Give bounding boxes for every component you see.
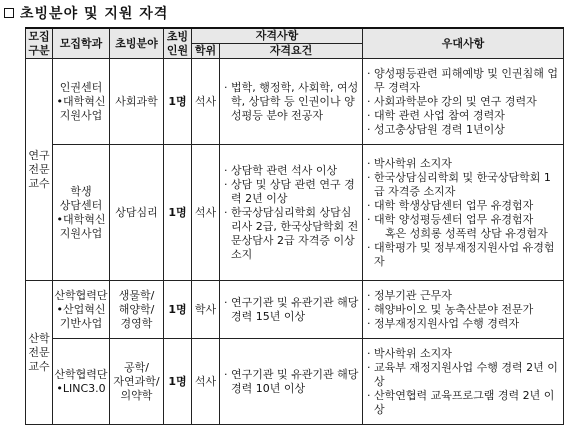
requirements-cell (220, 339, 363, 425)
header-qualifications: 자격사항 (192, 28, 363, 44)
preference-item: · 대학평가 및 정부재정지원사업 유경험자 (367, 241, 561, 269)
count-cell: 1명 (164, 59, 192, 145)
preference-item: · 박사학위 소지자 (367, 347, 561, 361)
field-cell: 공학/ 자연과학/ 의약학 (110, 339, 164, 425)
degree-cell: 학사 (192, 281, 220, 339)
degree-cell: 석사 (192, 59, 220, 145)
preferences-cell (363, 145, 564, 281)
category-cell: 연구 전문 교수 (26, 59, 53, 281)
header-count: 초빙 인원 (164, 28, 192, 59)
preference-item: · 산학연협력 교육프로그램 경력 2년 이상 (367, 389, 561, 417)
table-row (26, 281, 564, 339)
header-field: 초빙분야 (110, 28, 164, 59)
header-degree: 학위 (192, 44, 220, 59)
preference-item: · 교육부 재정지원사업 수행 경력 2년 이상 (367, 361, 561, 389)
table-row (26, 145, 564, 281)
requirement-item: · 연구기관 및 유관기관 해당 경력 10년 이상 (224, 368, 360, 396)
preference-item: · 대학 관련 사업 참여 경력자 (367, 109, 561, 123)
section-title-text: 초빙분야 및 지원 자격 (20, 6, 169, 22)
preference-item: · 박사학위 소지자 (367, 157, 561, 171)
dept-cell: 인권센터 •대학혁신 지원사업 (53, 59, 110, 145)
requirement-item: · 법학, 행정학, 사회학, 여성학, 상담학 등 인권이나 양성평등 분야 전공자 (224, 81, 360, 123)
field-cell: 생물학/ 해양학/ 경영학 (110, 281, 164, 339)
category-cell: 산학 전문 교수 (26, 281, 53, 425)
section-title (4, 3, 168, 23)
preferences-cell (363, 339, 564, 425)
field-cell: 사회과학 (110, 59, 164, 145)
dept-cell: 산학협력단 •LINC3.0 (53, 339, 110, 425)
preference-item: · 한국상담심리학회 및 한국상담학회 1급 자격증 소지자 (367, 171, 561, 199)
requirement-item: · 상담 및 상담 관련 연구 경력 2년 이상 (224, 178, 360, 206)
preference-item: · 양성평등관련 피해예방 및 인권침해 업무 경력자 (367, 67, 561, 95)
preference-item: · 대학 양성평등센터 업무 유경험자 (367, 213, 561, 227)
preference-item: · 사회과학분야 강의 및 연구 경력자 (367, 95, 561, 109)
preference-item: 혹은 성희롱 성폭력 상담 유경험자 (385, 226, 548, 240)
preferences-cell (363, 281, 564, 339)
preference-item: · 성고충상담원 경력 1년이상 (367, 123, 561, 137)
field-cell: 상담심리 (110, 145, 164, 281)
header-category: 모집 구분 (26, 28, 53, 59)
requirements-cell (220, 281, 363, 339)
preference-item: · 대학 학생상담센터 업무 유경험자 (367, 199, 561, 213)
requirement-item: · 상담학 관련 석사 이상 (224, 164, 360, 178)
recruitment-table (25, 27, 564, 425)
requirements-cell (220, 145, 363, 281)
preferences-cell (363, 59, 564, 145)
count-cell: 1명 (164, 145, 192, 281)
dept-cell: 산학협력단 •산업혁신 기반사업 (53, 281, 110, 339)
header-preferences: 우대사항 (363, 28, 564, 59)
preference-item: · 정부재정지원사업 수행 경력자 (367, 317, 561, 331)
dept-cell: 학생 상담센터 •대학혁신 지원사업 (53, 145, 110, 281)
requirement-item: · 한국상담심리학회 상담심리사 2급, 한국상담학회 전문상담사 2급 자격증 이상 소지 (224, 206, 360, 262)
degree-cell: 석사 (192, 145, 220, 281)
preference-item: · 정부기관 근무자 (367, 289, 561, 303)
requirements-cell (220, 59, 363, 145)
count-cell: 1명 (164, 281, 192, 339)
checkbox-square-icon (4, 8, 14, 18)
count-cell: 1명 (164, 339, 192, 425)
header-requirements: 자격요건 (220, 44, 363, 59)
header-dept: 모집학과 (53, 28, 110, 59)
requirement-item: · 연구기관 및 유관기관 해당 경력 15년 이상 (224, 296, 360, 324)
degree-cell: 석사 (192, 339, 220, 425)
table-row (26, 59, 564, 145)
preference-item: · 해양바이오 및 농축산분야 전문가 (367, 303, 561, 317)
table-row (26, 339, 564, 425)
